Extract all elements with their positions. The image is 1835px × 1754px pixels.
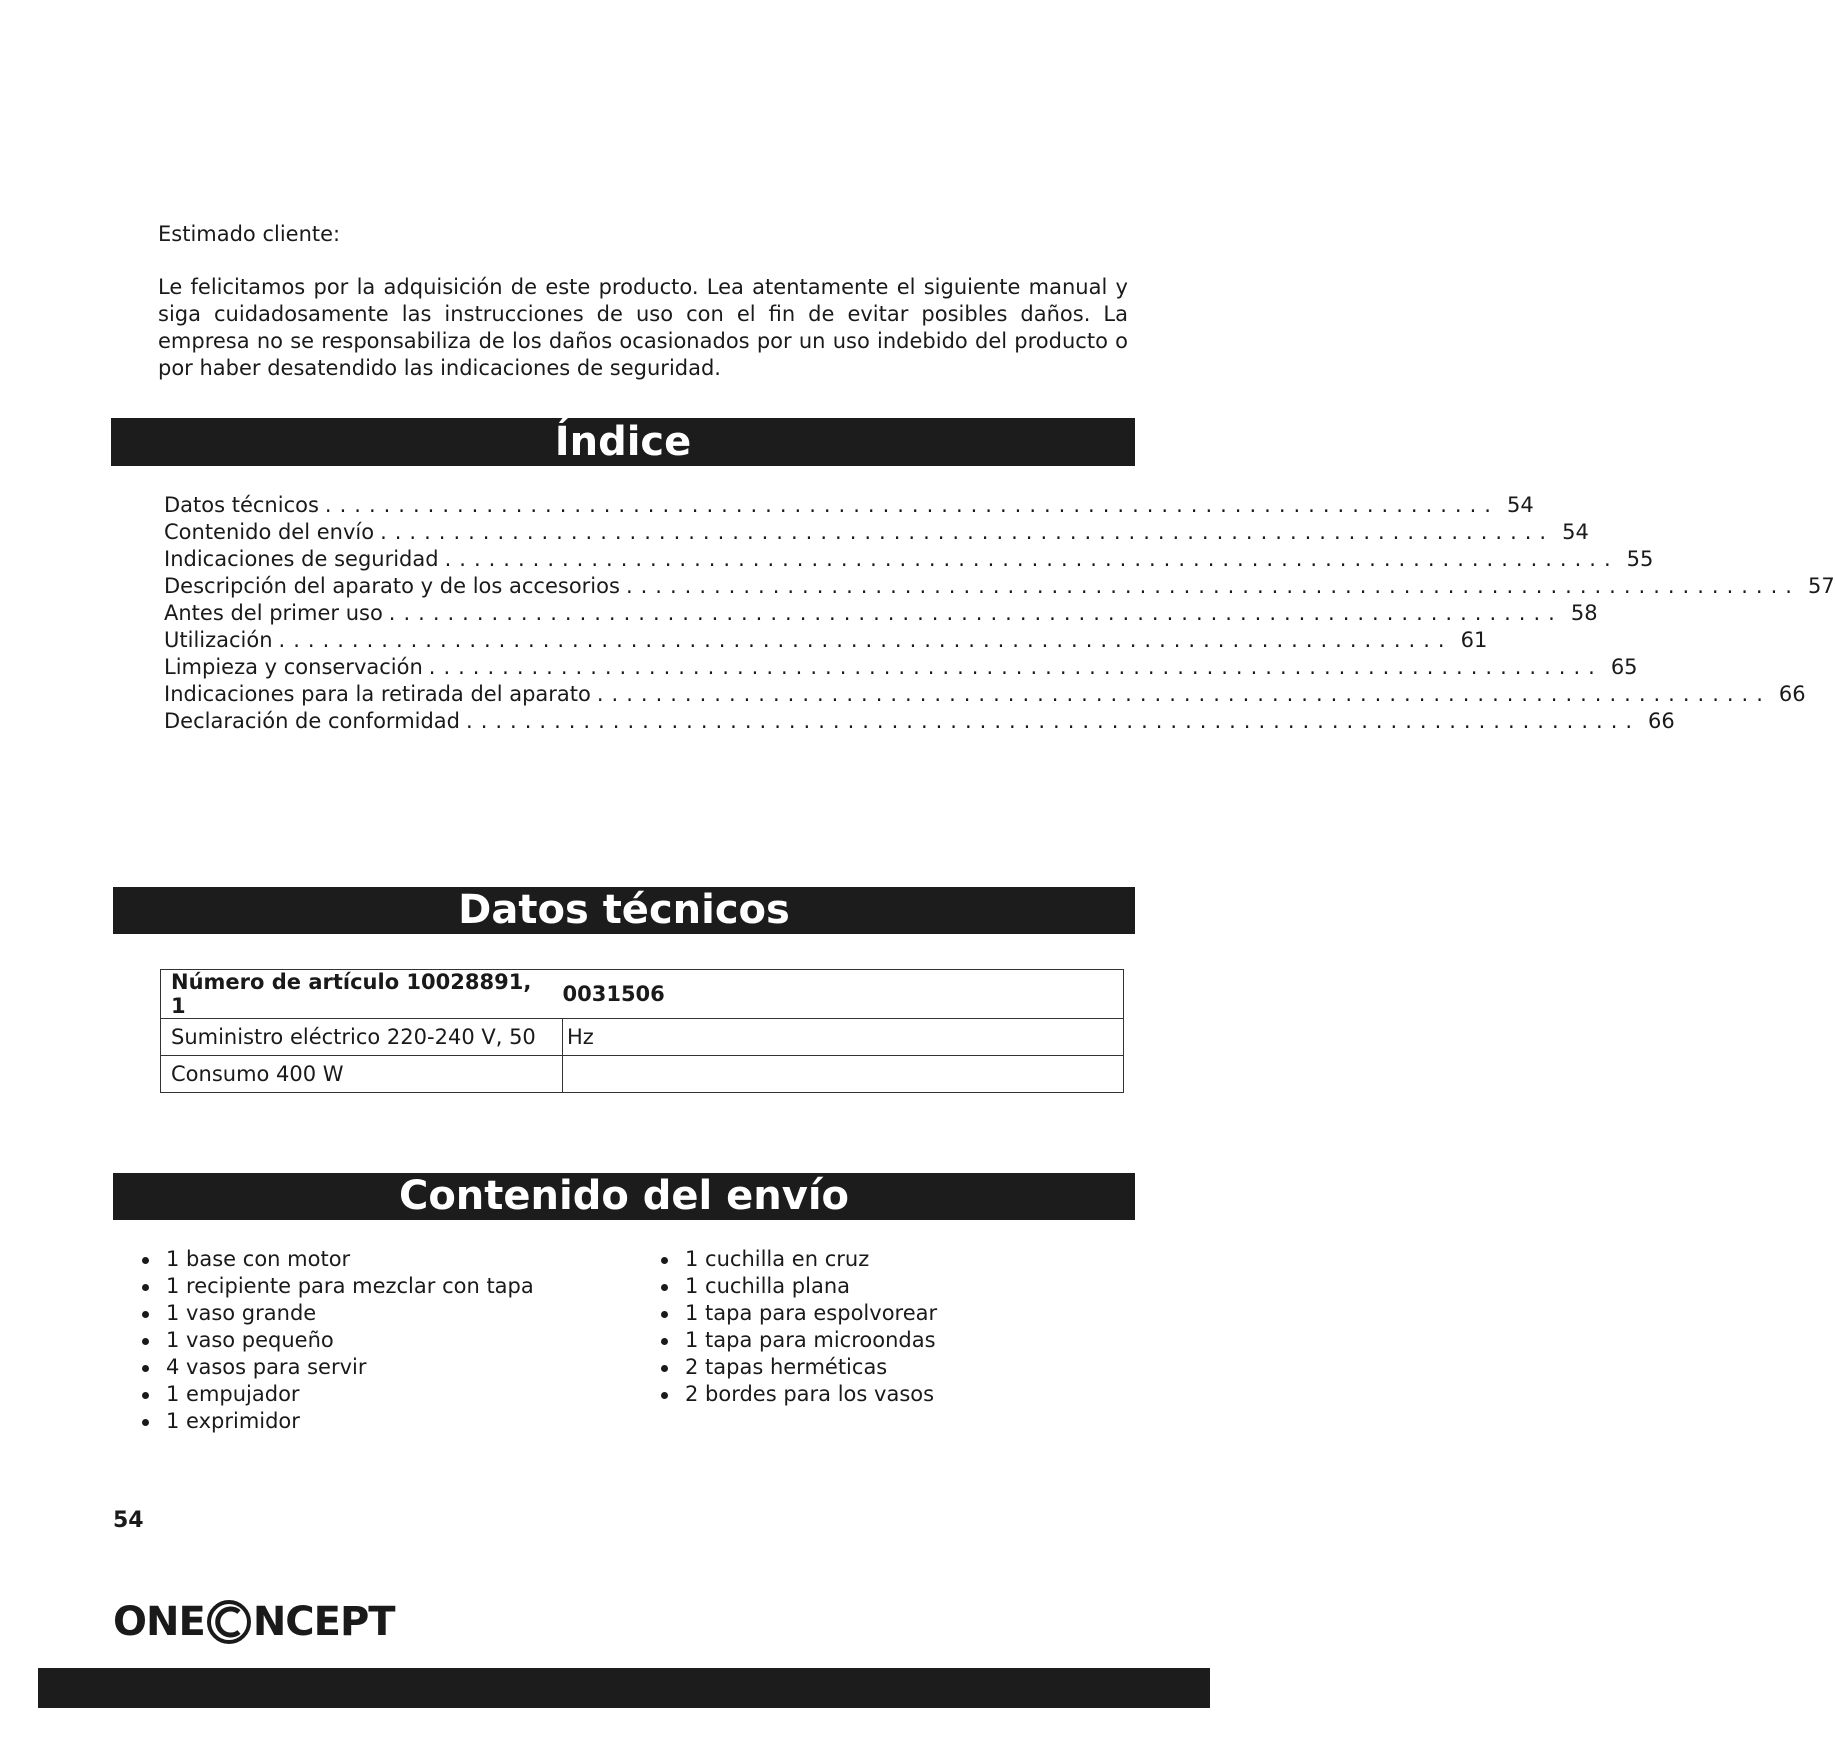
page-number: 54 [113, 1508, 144, 1533]
list-item: 1 vaso pequeño [139, 1327, 534, 1354]
toc-leader: ................................................................................ [324, 493, 1499, 517]
toc-label: Utilización [164, 628, 273, 652]
contents-list-right [658, 1246, 937, 1408]
logo-text-left: ONE [113, 1599, 205, 1645]
toc-leader: ................................................................................ [466, 709, 1641, 733]
table-row [161, 1056, 1124, 1093]
footer-bar [38, 1668, 1210, 1708]
toc-label: Indicaciones para la retirada del aparato [164, 682, 591, 706]
toc-label: Antes del primer uso [164, 601, 383, 625]
toc-entry[interactable] [164, 654, 1638, 681]
toc-page: 54 [1506, 493, 1534, 517]
spec-cell [161, 970, 563, 1019]
list-item: 4 vasos para servir [139, 1354, 534, 1381]
section-header-indice: Índice [111, 418, 1135, 466]
toc-entry[interactable] [164, 681, 1806, 708]
toc-leader: ................................................................................ [596, 682, 1771, 706]
toc-label: Declaración de conformidad [164, 709, 461, 733]
toc-entry[interactable] [164, 708, 1675, 735]
list-item: 2 bordes para los vasos [658, 1381, 937, 1408]
logo-text-right: NCEPT [252, 1599, 395, 1645]
toc-page: 66 [1648, 709, 1675, 733]
toc-leader: ................................................................................ [625, 574, 1800, 598]
list-item: 1 cuchilla plana [658, 1273, 937, 1300]
spec-text: Consumo 400 W [171, 1062, 344, 1086]
toc-label: Contenido del envío [164, 520, 375, 544]
toc-page: 58 [1570, 601, 1598, 625]
toc-page: 61 [1460, 628, 1488, 652]
toc-page: 55 [1626, 547, 1654, 571]
spec-cell [161, 1056, 563, 1093]
toc-leader: ................................................................................ [380, 520, 1555, 544]
list-item: 1 base con motor [139, 1246, 534, 1273]
toc-page: 65 [1610, 655, 1638, 679]
toc-leader: ................................................................................ [444, 547, 1619, 571]
spec-text: 0031506 [562, 982, 665, 1006]
toc-leader: ................................................................................ [388, 601, 1563, 625]
list-item: 2 tapas herméticas [658, 1354, 937, 1381]
spec-text: Hz [567, 1025, 594, 1049]
list-item: 1 empujador [139, 1381, 534, 1408]
table-row [161, 1019, 1124, 1056]
list-item: 1 tapa para espolvorear [658, 1300, 937, 1327]
intro-paragraph: Le felicitamos por la adquisición de este producto. Lea atentamente el siguiente manual y siga cuidadosamente las instrucciones de uso con el fin de evitar posibles daños. La empresa no se responsabiliza de los daños ocasionados por un uso indebido del producto o por haber desatendido las indicaciones de seguridad. [158, 275, 1128, 380]
list-item: 1 cuchilla en cruz [658, 1246, 937, 1273]
toc-label: Datos técnicos [164, 493, 319, 517]
spec-text: Suministro eléctrico 220-240 V, 50 [171, 1025, 536, 1049]
oneconcept-logo [113, 1592, 395, 1652]
list-item: 1 recipiente para mezclar con tapa [139, 1273, 534, 1300]
toc-leader: ................................................................................ [278, 628, 1453, 652]
logo-c-ring-icon [206, 1599, 252, 1645]
list-item: 1 exprimidor [139, 1408, 534, 1435]
toc-page: 66 [1778, 682, 1806, 706]
toc-leader: ................................................................................ [428, 655, 1603, 679]
spec-table [160, 969, 1124, 1093]
toc-page: 54 [1562, 520, 1589, 544]
toc-page: 57 [1807, 574, 1835, 598]
spec-cell [563, 970, 1124, 1019]
toc-label: Descripción del aparato y de los accesorios [164, 574, 620, 598]
toc-entry[interactable] [164, 519, 1589, 546]
list-item: 1 tapa para microondas [658, 1327, 937, 1354]
spec-cell [563, 1056, 1124, 1093]
table-row [161, 970, 1124, 1019]
toc-entry[interactable] [164, 627, 1488, 654]
toc-entry[interactable] [164, 573, 1835, 600]
spec-cell [563, 1019, 1124, 1056]
toc-entry[interactable] [164, 600, 1598, 627]
section-header-datos-tecnicos: Datos técnicos [113, 887, 1135, 934]
toc-entry[interactable] [164, 492, 1534, 519]
toc-entry[interactable] [164, 546, 1654, 573]
table-of-contents [164, 492, 1835, 735]
toc-label: Limpieza y conservación [164, 655, 423, 679]
toc-label: Indicaciones de seguridad [164, 547, 439, 571]
section-header-contenido-envio: Contenido del envío [113, 1173, 1135, 1220]
greeting: Estimado cliente: [158, 222, 341, 246]
spec-text: Número de artículo 10028891, 1 [171, 970, 532, 1018]
contents-list-left [139, 1246, 534, 1435]
spec-cell [161, 1019, 563, 1056]
list-item: 1 vaso grande [139, 1300, 534, 1327]
